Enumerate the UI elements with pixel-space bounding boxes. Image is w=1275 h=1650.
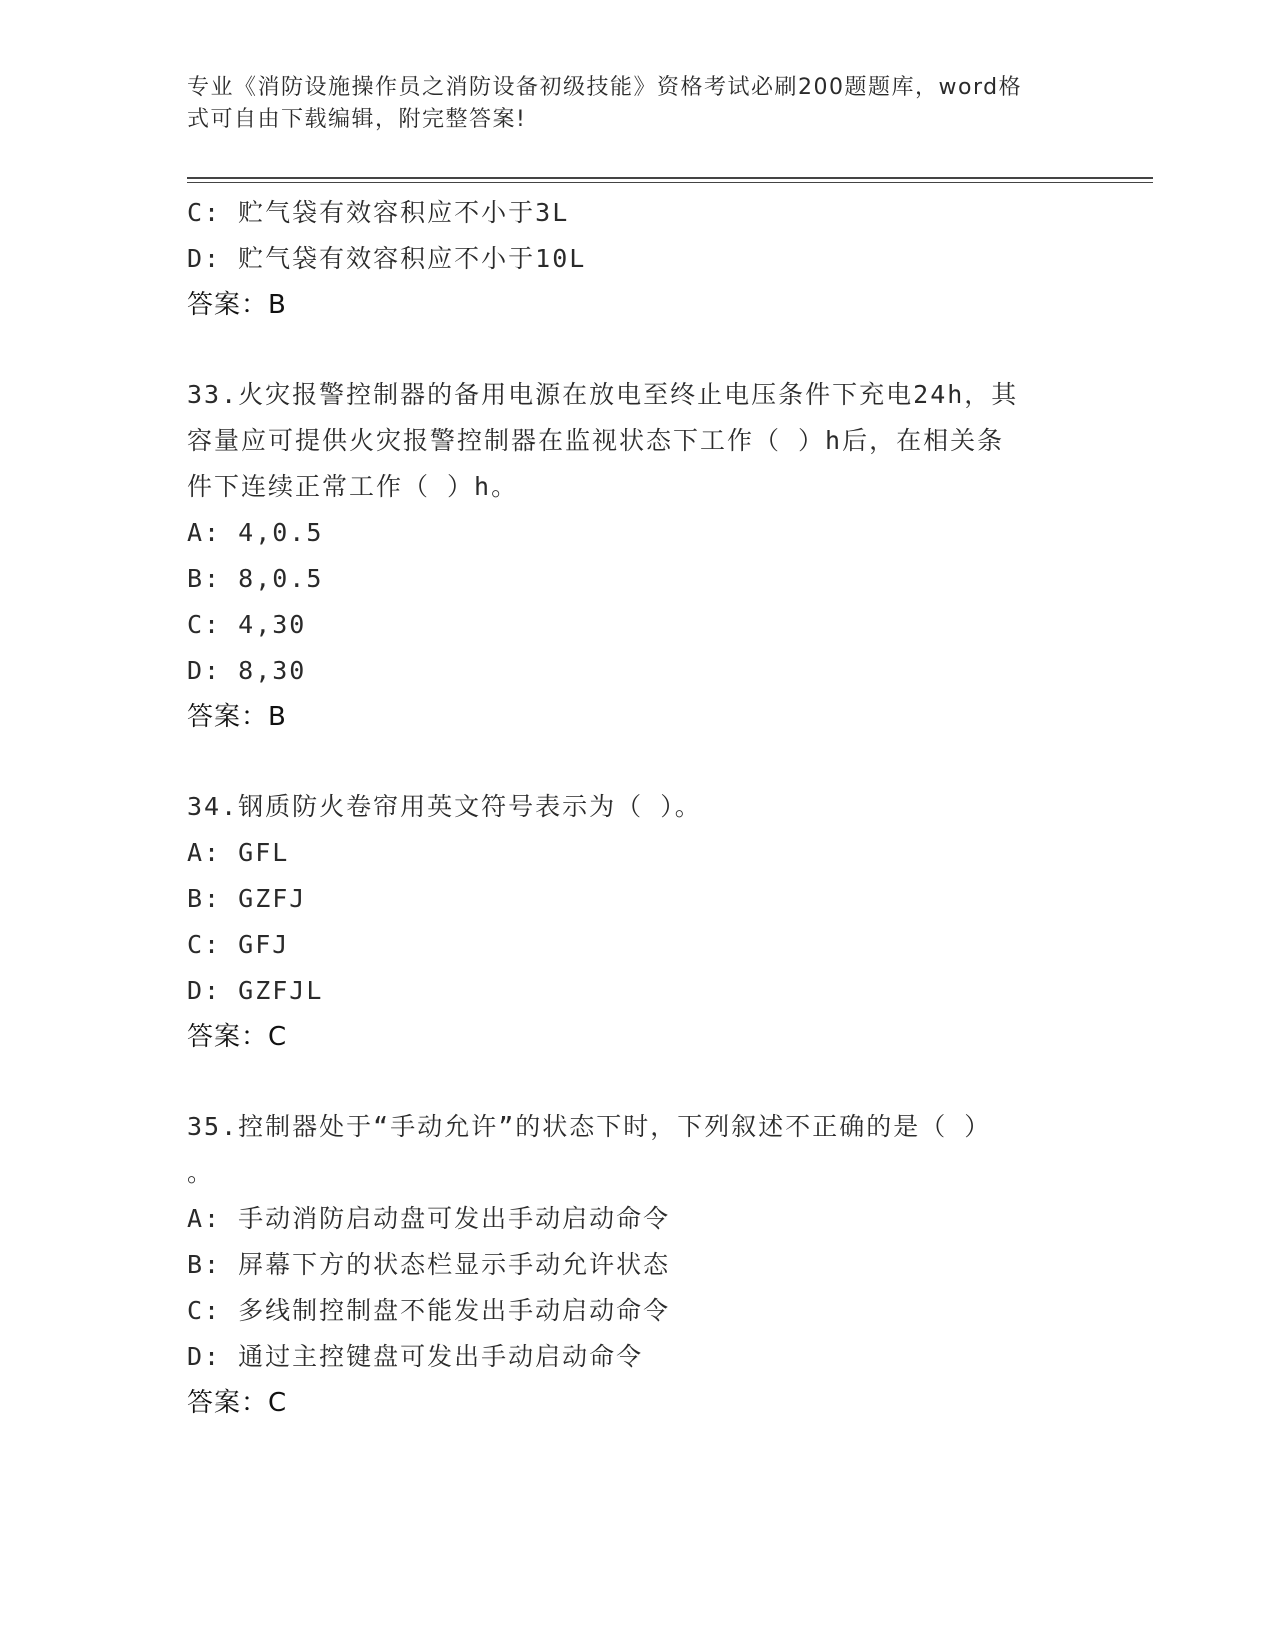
question-34 [187, 784, 1107, 1060]
option-b: B: 屏幕下方的状态栏显示手动允许状态 [187, 1250, 671, 1279]
stem-line: 35.控制器处于“手动允许”的状态下时，下列叙述不正确的是（ ） [187, 1112, 992, 1141]
stem-line: 33.火灾报警控制器的备用电源在放电至终止电压条件下充电24h，其 [187, 380, 1019, 409]
continued-question [187, 190, 1107, 328]
option-c: C: 4,30 [187, 610, 307, 639]
option-c: C: 多线制控制盘不能发出手动启动命令 [187, 1296, 671, 1325]
stem-line: 容量应可提供火灾报警控制器在监视状态下工作（ ）h后，在相关条 [187, 426, 1005, 455]
stem-line: 34.钢质防火卷帘用英文符号表示为（ ）。 [187, 792, 702, 821]
option-a: A: 手动消防启动盘可发出手动启动命令 [187, 1204, 671, 1233]
answer-line: 答案：B [187, 290, 287, 320]
answer-line: 答案：C [187, 1022, 288, 1052]
question-stem [187, 784, 1107, 830]
stem-line: 。 [187, 1158, 215, 1187]
option-d: D: 贮气袋有效容积应不小于10L [187, 244, 587, 273]
option-d: D: 通过主控键盘可发出手动启动命令 [187, 1342, 644, 1371]
question-stem [187, 372, 1107, 510]
option-d: D: GZFJL [187, 976, 324, 1005]
document-body [187, 190, 1107, 1426]
question-stem [187, 1104, 1107, 1196]
answer-line: 答案：B [187, 702, 287, 732]
option-b: B: 8,0.5 [187, 564, 324, 593]
option-c: C: 贮气袋有效容积应不小于3L [187, 198, 570, 227]
header-divider-thin [187, 182, 1153, 183]
option-c: C: GFJ [187, 930, 290, 959]
header-line-2: 式可自由下载编辑，附完整答案! [187, 107, 527, 132]
header-divider [187, 177, 1153, 179]
header-line-1: 专业《消防设施操作员之消防设备初级技能》资格考试必刷200题题库，word格 [187, 75, 1023, 100]
stem-line: 件下连续正常工作（ ）h。 [187, 472, 519, 501]
question-33 [187, 372, 1107, 740]
question-35 [187, 1104, 1107, 1426]
document-header [187, 72, 1087, 136]
option-a: A: 4,0.5 [187, 518, 324, 547]
option-d: D: 8,30 [187, 656, 307, 685]
answer-line: 答案：C [187, 1388, 288, 1418]
option-a: A: GFL [187, 838, 290, 867]
option-b: B: GZFJ [187, 884, 307, 913]
